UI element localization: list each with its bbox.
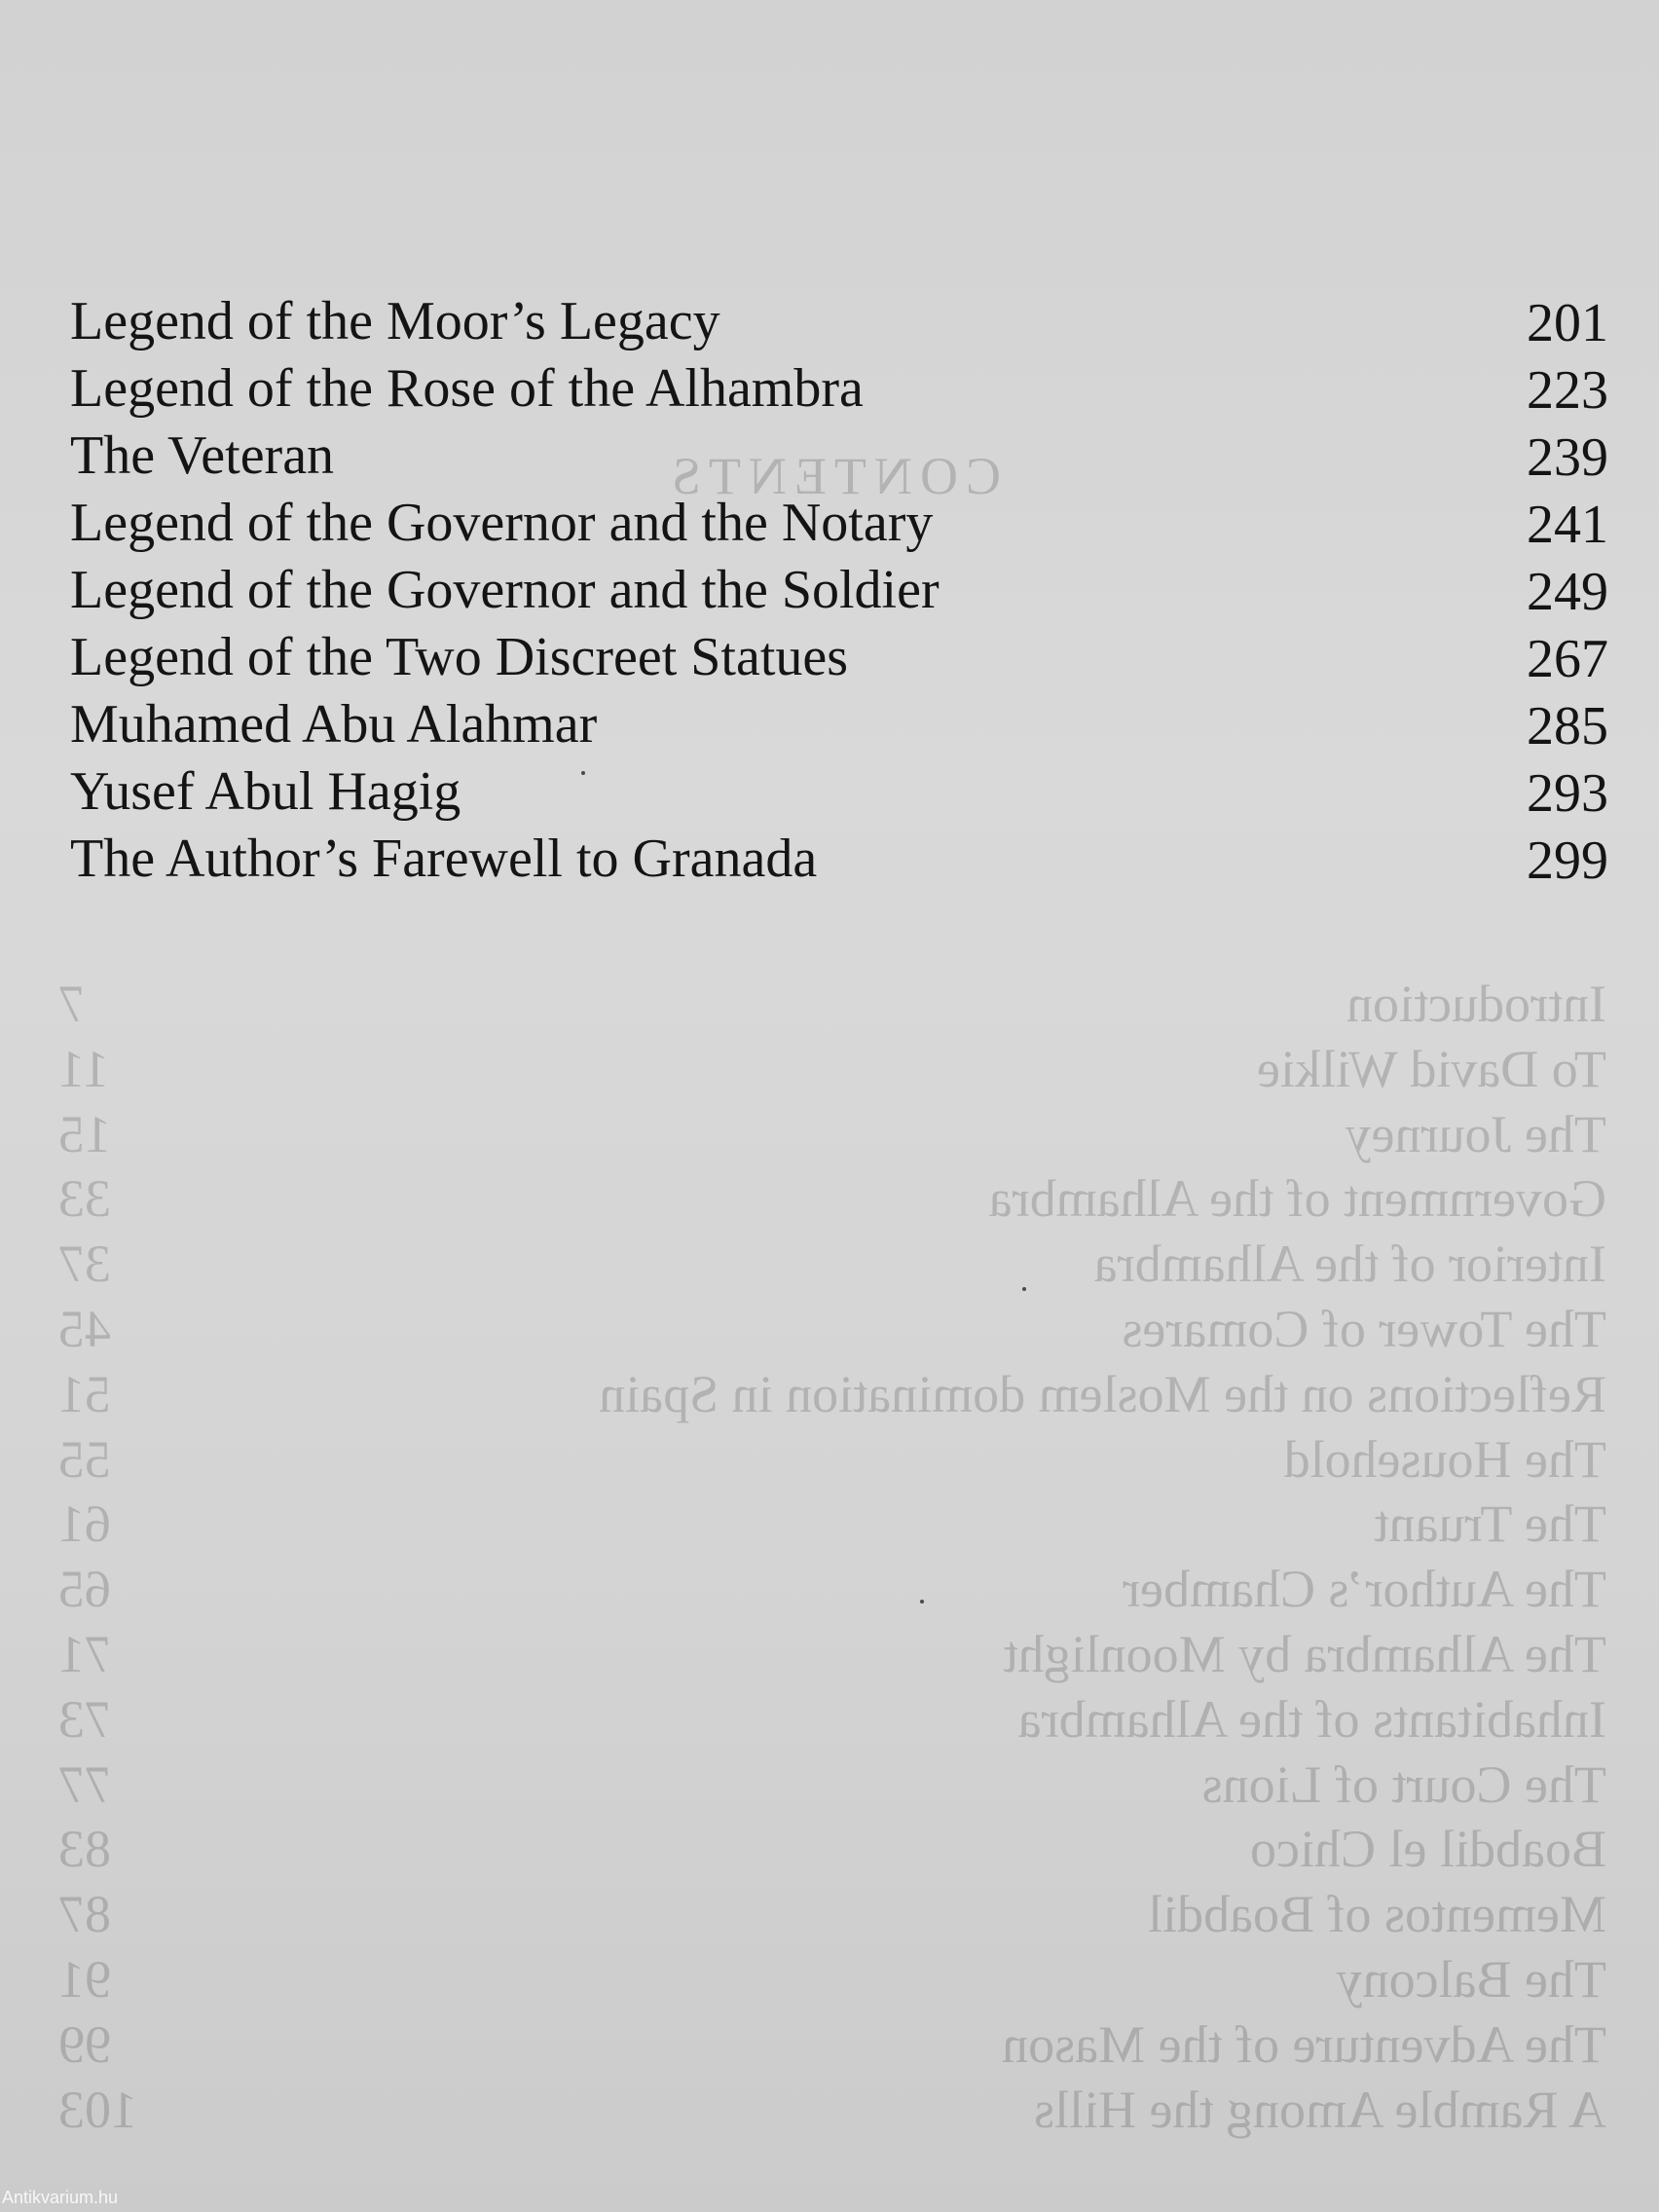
toc-entry-page: 239 xyxy=(1527,427,1608,488)
bleed-entry xyxy=(58,1882,1606,1947)
bleed-entry-title: Inhabitants of the Alhambra xyxy=(1017,1689,1606,1749)
toc-entry-title: Legend of the Two Discreet Statues xyxy=(70,627,849,687)
bleed-heading: CONTENTS xyxy=(664,447,1001,505)
toc-entry-page: 267 xyxy=(1527,629,1608,689)
watermark: Antikvarium.hu xyxy=(2,2188,119,2207)
bleed-entry-title: Mementos of Boabdil xyxy=(1148,1885,1606,1944)
bleed-entry xyxy=(58,1427,1606,1493)
bleed-list xyxy=(58,972,1606,2142)
toc-entry-page: 299 xyxy=(1527,830,1608,891)
bleed-entry xyxy=(58,1947,1606,2012)
bleed-entry xyxy=(58,1102,1606,1167)
bleed-entry-title: The Truant xyxy=(1374,1494,1606,1554)
table-of-contents xyxy=(70,288,1608,893)
bleed-entry xyxy=(58,2078,1606,2143)
toc-entry-title: Muhamed Abu Alahmar xyxy=(70,694,598,755)
toc-entry xyxy=(70,288,1608,355)
bleed-entry-page: 51 xyxy=(58,1364,111,1423)
bleed-entry xyxy=(58,1297,1606,1362)
bleed-entry-title: The Alhambra by Moonlight xyxy=(1003,1624,1606,1683)
bleed-entry-title: The Household xyxy=(1283,1429,1606,1489)
bleed-entry-page: 103 xyxy=(58,2080,137,2139)
bleed-entry-page: 65 xyxy=(58,1560,111,1619)
toc-entry-page: 249 xyxy=(1527,562,1608,622)
paper-speck xyxy=(1022,1287,1026,1291)
toc-entry xyxy=(70,691,1608,758)
bleed-entry-title: The Journey xyxy=(1345,1104,1606,1163)
toc-entry-page: 293 xyxy=(1527,763,1608,824)
toc-entry xyxy=(70,826,1608,893)
bleed-entry-title: The Court of Lions xyxy=(1201,1754,1606,1814)
bleed-entry xyxy=(58,1557,1606,1622)
toc-entry-page: 285 xyxy=(1527,696,1608,756)
bleed-entry-title: Interior of the Alhambra xyxy=(1093,1235,1606,1294)
bleed-entry xyxy=(58,2012,1606,2078)
toc-entry xyxy=(70,490,1608,557)
toc-entry-title: The Author’s Farewell to Granada xyxy=(70,829,818,889)
toc-entry-title: Legend of the Governor and the Soldier xyxy=(70,560,940,620)
bleed-entry-page: 91 xyxy=(58,1949,111,2009)
paper-speck xyxy=(920,1600,924,1604)
bleed-entry-title: A Ramble Among the Hills xyxy=(1034,2080,1606,2139)
toc-entry-title: Legend of the Rose of the Alhambra xyxy=(70,358,864,419)
bleed-entry xyxy=(58,1037,1606,1102)
toc-entry xyxy=(70,624,1608,691)
toc-entry-title: Legend of the Moor’s Legacy xyxy=(70,291,720,351)
bleed-entry-title: The Author’s Chamber xyxy=(1123,1560,1606,1619)
bleed-entry-page: 11 xyxy=(58,1039,109,1098)
bleed-entry-title: Reflections on the Moslem domination in Spain xyxy=(599,1364,1606,1423)
bleed-entry xyxy=(58,1232,1606,1297)
bleed-entry-title: The Balcony xyxy=(1336,1949,1606,2009)
toc-entry-page: 223 xyxy=(1527,360,1608,421)
bleed-entry xyxy=(58,1166,1606,1232)
bleed-entry xyxy=(58,1817,1606,1882)
bleed-entry xyxy=(58,1752,1606,1818)
toc-entry xyxy=(70,355,1608,423)
bleed-entry-page: 71 xyxy=(58,1624,111,1683)
bleed-entry-page: 55 xyxy=(58,1429,111,1489)
toc-entry-page: 201 xyxy=(1527,293,1608,353)
bleed-entry xyxy=(58,1622,1606,1687)
bleed-entry xyxy=(58,1492,1606,1557)
bleed-entry-title: To David Wilkie xyxy=(1257,1039,1606,1098)
bleed-entry-page: 77 xyxy=(58,1754,111,1814)
bleed-entry-page: 87 xyxy=(58,1885,111,1944)
bleed-entry xyxy=(58,1687,1606,1752)
bleed-entry-page: 45 xyxy=(58,1299,111,1358)
bleed-entry-page: 99 xyxy=(58,2014,111,2074)
bleed-entry-title: The Adventure of the Mason xyxy=(1002,2014,1606,2074)
toc-entry-title: Yusef Abul Hagig xyxy=(70,761,461,822)
bleed-entry-page: 7 xyxy=(58,975,85,1033)
bleed-entry-title: Boabdil el Chico xyxy=(1250,1820,1606,1879)
bleed-entry-page: 61 xyxy=(58,1494,111,1554)
toc-entry-page: 241 xyxy=(1527,495,1608,555)
bleed-entry-page: 83 xyxy=(58,1820,111,1879)
bleed-entry xyxy=(58,1362,1606,1427)
bleed-entry-title: Government of the Alhambra xyxy=(988,1169,1606,1229)
bleed-entry-page: 37 xyxy=(58,1235,111,1294)
toc-entry xyxy=(70,557,1608,624)
bleed-entry-title: The Tower of Comares xyxy=(1122,1299,1606,1358)
bleed-entry-page: 73 xyxy=(58,1689,111,1749)
bleed-entry-title: Introduction xyxy=(1346,975,1606,1033)
toc-entry xyxy=(70,423,1608,490)
paper-speck xyxy=(581,771,585,775)
bleed-entry-page: 33 xyxy=(58,1169,111,1229)
bleed-entry xyxy=(58,972,1606,1037)
toc-entry-title: The Veteran xyxy=(70,425,335,486)
toc-entry-title: Legend of the Governor and the Notary xyxy=(70,493,934,553)
bleed-entry-page: 15 xyxy=(58,1104,111,1163)
toc-entry xyxy=(70,758,1608,826)
